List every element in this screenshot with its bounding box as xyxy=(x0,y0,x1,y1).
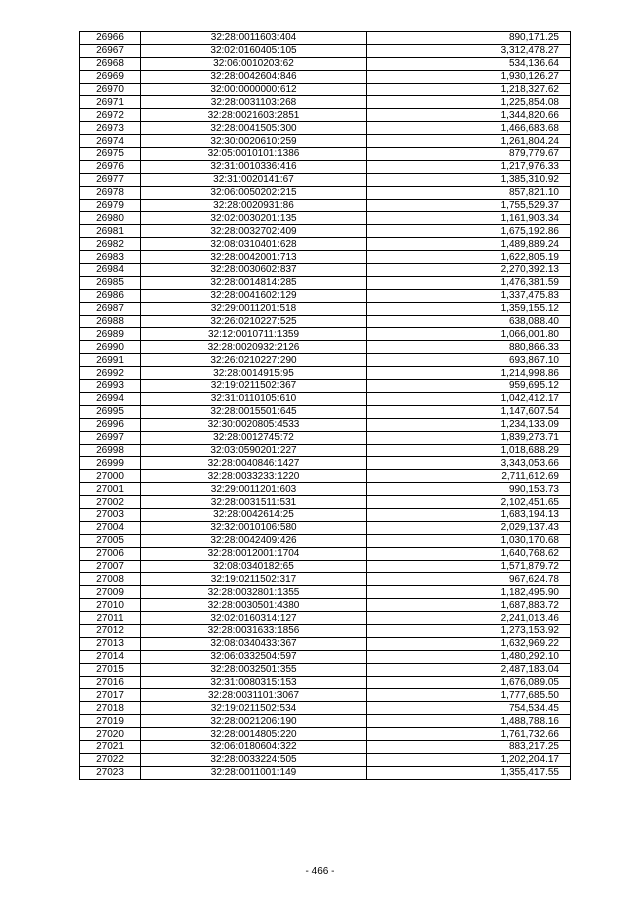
value-cell: 1,214,998.86 xyxy=(367,367,571,380)
cadastral-number-cell: 32:06:0010203:62 xyxy=(141,57,367,70)
table-row xyxy=(80,199,571,212)
value-cell: 638,088.40 xyxy=(367,315,571,328)
row-number-cell: 26975 xyxy=(80,148,141,161)
cadastral-number-cell: 32:06:0180604:322 xyxy=(141,740,367,753)
value-cell: 1,683,194.13 xyxy=(367,508,571,521)
cadastral-number-cell: 32:19:0211502:317 xyxy=(141,573,367,586)
table-row xyxy=(80,160,571,173)
cadastral-number-cell: 32:28:0042604:846 xyxy=(141,70,367,83)
row-number-cell: 26982 xyxy=(80,238,141,251)
table-row xyxy=(80,573,571,586)
row-number-cell: 27002 xyxy=(80,496,141,509)
table-row xyxy=(80,392,571,405)
cadastral-number-cell: 32:28:0032501:355 xyxy=(141,663,367,676)
row-number-cell: 26989 xyxy=(80,328,141,341)
row-number-cell: 27005 xyxy=(80,534,141,547)
row-number-cell: 26981 xyxy=(80,225,141,238)
value-cell: 2,487,183.04 xyxy=(367,663,571,676)
cadastral-number-cell: 32:28:0031103:268 xyxy=(141,96,367,109)
value-cell: 883,217.25 xyxy=(367,740,571,753)
cadastral-number-cell: 32:28:0012745:72 xyxy=(141,431,367,444)
row-number-cell: 26969 xyxy=(80,70,141,83)
row-number-cell: 27011 xyxy=(80,612,141,625)
table-row xyxy=(80,341,571,354)
value-cell: 959,695.12 xyxy=(367,380,571,393)
value-cell: 1,480,292.10 xyxy=(367,650,571,663)
table-row xyxy=(80,728,571,741)
page-number: - 466 - xyxy=(305,866,335,877)
cadastral-number-cell: 32:02:0160314:127 xyxy=(141,612,367,625)
row-number-cell: 27014 xyxy=(80,650,141,663)
table-row xyxy=(80,702,571,715)
cadastral-number-cell: 32:28:0012001:1704 xyxy=(141,547,367,560)
value-cell: 1,675,192.86 xyxy=(367,225,571,238)
row-number-cell: 27016 xyxy=(80,676,141,689)
cadastral-number-cell: 32:02:0160405:105 xyxy=(141,44,367,57)
cadastral-number-cell: 32:28:0042409:426 xyxy=(141,534,367,547)
value-cell: 1,261,804.24 xyxy=(367,135,571,148)
row-number-cell: 27010 xyxy=(80,599,141,612)
table-row xyxy=(80,44,571,57)
cadastral-number-cell: 32:31:0080315:153 xyxy=(141,676,367,689)
value-cell: 1,571,879.72 xyxy=(367,560,571,573)
row-number-cell: 26968 xyxy=(80,57,141,70)
table-row xyxy=(80,444,571,457)
value-cell: 879,779.67 xyxy=(367,148,571,161)
cadastral-number-cell: 32:28:0014805:220 xyxy=(141,728,367,741)
row-number-cell: 26998 xyxy=(80,444,141,457)
cadastral-number-cell: 32:28:0031633:1856 xyxy=(141,624,367,637)
cadastral-number-cell: 32:28:0021206:190 xyxy=(141,715,367,728)
table-row xyxy=(80,586,571,599)
value-cell: 1,488,788.16 xyxy=(367,715,571,728)
cadastral-number-cell: 32:28:0021603:2851 xyxy=(141,109,367,122)
row-number-cell: 26978 xyxy=(80,186,141,199)
cadastral-number-cell: 32:28:0014915:95 xyxy=(141,367,367,380)
cadastral-number-cell: 32:02:0030201:135 xyxy=(141,212,367,225)
cadastral-number-cell: 32:28:0014814:285 xyxy=(141,276,367,289)
value-cell: 1,489,889.24 xyxy=(367,238,571,251)
value-cell: 1,182,495.90 xyxy=(367,586,571,599)
value-cell: 1,161,903.34 xyxy=(367,212,571,225)
value-cell: 890,171.25 xyxy=(367,32,571,45)
cadastral-number-cell: 32:30:0020610:259 xyxy=(141,135,367,148)
table-row xyxy=(80,32,571,45)
table-row xyxy=(80,135,571,148)
table-row xyxy=(80,483,571,496)
cadastral-number-cell: 32:28:0033224:505 xyxy=(141,753,367,766)
row-number-cell: 26972 xyxy=(80,109,141,122)
table-row xyxy=(80,328,571,341)
table-row xyxy=(80,264,571,277)
cadastral-number-cell: 32:31:0110105:610 xyxy=(141,392,367,405)
table-row xyxy=(80,534,571,547)
table-row xyxy=(80,186,571,199)
table-row xyxy=(80,663,571,676)
cadastral-number-cell: 32:28:0020932:2126 xyxy=(141,341,367,354)
value-cell: 3,312,478.27 xyxy=(367,44,571,57)
row-number-cell: 26995 xyxy=(80,405,141,418)
table-row xyxy=(80,599,571,612)
row-number-cell: 26994 xyxy=(80,392,141,405)
cadastral-number-cell: 32:31:0010336:416 xyxy=(141,160,367,173)
table-row xyxy=(80,238,571,251)
row-number-cell: 26966 xyxy=(80,32,141,45)
row-number-cell: 26971 xyxy=(80,96,141,109)
row-number-cell: 26977 xyxy=(80,173,141,186)
value-cell: 1,218,327.62 xyxy=(367,83,571,96)
value-cell: 1,234,133.09 xyxy=(367,418,571,431)
cadastral-number-cell: 32:06:0050202:215 xyxy=(141,186,367,199)
row-number-cell: 27022 xyxy=(80,753,141,766)
row-number-cell: 27015 xyxy=(80,663,141,676)
cadastral-number-cell: 32:08:0340182:65 xyxy=(141,560,367,573)
table-row xyxy=(80,212,571,225)
value-cell: 1,761,732.66 xyxy=(367,728,571,741)
row-number-cell: 27023 xyxy=(80,766,141,779)
value-cell: 2,029,137.43 xyxy=(367,521,571,534)
row-number-cell: 26996 xyxy=(80,418,141,431)
value-cell: 1,640,768.62 xyxy=(367,547,571,560)
row-number-cell: 27020 xyxy=(80,728,141,741)
value-cell: 754,534.45 xyxy=(367,702,571,715)
value-cell: 3,343,053.66 xyxy=(367,457,571,470)
cadastral-number-cell: 32:28:0040846:1427 xyxy=(141,457,367,470)
row-number-cell: 26973 xyxy=(80,122,141,135)
cadastral-number-cell: 32:08:0310401:628 xyxy=(141,238,367,251)
value-cell: 1,466,683.68 xyxy=(367,122,571,135)
row-number-cell: 26992 xyxy=(80,367,141,380)
row-number-cell: 26974 xyxy=(80,135,141,148)
table-row xyxy=(80,289,571,302)
cadastral-number-cell: 32:29:0011201:603 xyxy=(141,483,367,496)
cadastral-number-cell: 32:08:0340433:367 xyxy=(141,637,367,650)
row-number-cell: 27017 xyxy=(80,689,141,702)
value-cell: 1,930,126.27 xyxy=(367,70,571,83)
row-number-cell: 26970 xyxy=(80,83,141,96)
cadastral-number-cell: 32:28:0041602:129 xyxy=(141,289,367,302)
row-number-cell: 27008 xyxy=(80,573,141,586)
value-cell: 967,624.78 xyxy=(367,573,571,586)
row-number-cell: 27013 xyxy=(80,637,141,650)
table-row xyxy=(80,508,571,521)
value-cell: 1,066,001.80 xyxy=(367,328,571,341)
value-cell: 1,217,976.33 xyxy=(367,160,571,173)
value-cell: 2,102,451.65 xyxy=(367,496,571,509)
value-cell: 1,676,089.05 xyxy=(367,676,571,689)
row-number-cell: 27012 xyxy=(80,624,141,637)
row-number-cell: 27018 xyxy=(80,702,141,715)
row-number-cell: 26987 xyxy=(80,302,141,315)
table-row xyxy=(80,83,571,96)
cadastral-number-cell: 32:26:0210227:525 xyxy=(141,315,367,328)
row-number-cell: 27007 xyxy=(80,560,141,573)
value-cell: 1,202,204.17 xyxy=(367,753,571,766)
table-row xyxy=(80,57,571,70)
row-number-cell: 27021 xyxy=(80,740,141,753)
value-cell: 1,337,475.83 xyxy=(367,289,571,302)
value-cell: 1,355,417.55 xyxy=(367,766,571,779)
value-cell: 2,711,612.69 xyxy=(367,470,571,483)
cadastral-number-cell: 32:28:0031511:531 xyxy=(141,496,367,509)
row-number-cell: 27006 xyxy=(80,547,141,560)
row-number-cell: 26986 xyxy=(80,289,141,302)
table-row xyxy=(80,650,571,663)
table-row xyxy=(80,715,571,728)
table-row xyxy=(80,122,571,135)
value-cell: 1,344,820.66 xyxy=(367,109,571,122)
value-cell: 1,273,153.92 xyxy=(367,624,571,637)
row-number-cell: 27004 xyxy=(80,521,141,534)
row-number-cell: 27009 xyxy=(80,586,141,599)
value-cell: 1,042,412.17 xyxy=(367,392,571,405)
row-number-cell: 26988 xyxy=(80,315,141,328)
value-cell: 1,018,688.29 xyxy=(367,444,571,457)
table-row xyxy=(80,547,571,560)
value-cell: 1,839,273.71 xyxy=(367,431,571,444)
value-cell: 2,241,013.46 xyxy=(367,612,571,625)
data-table xyxy=(79,31,571,780)
table-row xyxy=(80,405,571,418)
value-cell: 857,821.10 xyxy=(367,186,571,199)
table-row xyxy=(80,689,571,702)
table-row xyxy=(80,354,571,367)
row-number-cell: 26976 xyxy=(80,160,141,173)
table-row xyxy=(80,109,571,122)
value-cell: 2,270,392.13 xyxy=(367,264,571,277)
value-cell: 1,755,529.37 xyxy=(367,199,571,212)
cadastral-number-cell: 32:05:0010101:1386 xyxy=(141,148,367,161)
table-row xyxy=(80,470,571,483)
value-cell: 693,867.10 xyxy=(367,354,571,367)
cadastral-number-cell: 32:28:0011001:149 xyxy=(141,766,367,779)
cadastral-number-cell: 32:28:0032702:409 xyxy=(141,225,367,238)
table-row xyxy=(80,70,571,83)
cadastral-number-cell: 32:28:0032801:1355 xyxy=(141,586,367,599)
table-row xyxy=(80,612,571,625)
cadastral-number-cell: 32:12:0010711:1359 xyxy=(141,328,367,341)
table-row xyxy=(80,521,571,534)
row-number-cell: 27003 xyxy=(80,508,141,521)
value-cell: 1,476,381.59 xyxy=(367,276,571,289)
value-cell: 1,385,310.92 xyxy=(367,173,571,186)
table-row xyxy=(80,560,571,573)
table-row xyxy=(80,302,571,315)
table-row xyxy=(80,637,571,650)
row-number-cell: 26983 xyxy=(80,251,141,264)
table-row xyxy=(80,96,571,109)
row-number-cell: 26979 xyxy=(80,199,141,212)
table-body xyxy=(80,32,571,780)
table-row xyxy=(80,676,571,689)
cadastral-number-cell: 32:28:0033233:1220 xyxy=(141,470,367,483)
cadastral-number-cell: 32:28:0031101:3067 xyxy=(141,689,367,702)
row-number-cell: 26991 xyxy=(80,354,141,367)
table-row xyxy=(80,173,571,186)
row-number-cell: 26980 xyxy=(80,212,141,225)
table-row xyxy=(80,457,571,470)
cadastral-number-cell: 32:28:0042001:713 xyxy=(141,251,367,264)
cadastral-number-cell: 32:03:0590201:227 xyxy=(141,444,367,457)
row-number-cell: 26985 xyxy=(80,276,141,289)
row-number-cell: 27000 xyxy=(80,470,141,483)
row-number-cell: 27001 xyxy=(80,483,141,496)
row-number-cell: 26997 xyxy=(80,431,141,444)
cadastral-number-cell: 32:19:0211502:367 xyxy=(141,380,367,393)
value-cell: 1,147,607.54 xyxy=(367,405,571,418)
value-cell: 1,777,685.50 xyxy=(367,689,571,702)
row-number-cell: 26993 xyxy=(80,380,141,393)
row-number-cell: 26999 xyxy=(80,457,141,470)
cadastral-number-cell: 32:06:0332504:597 xyxy=(141,650,367,663)
table-row xyxy=(80,624,571,637)
table-row xyxy=(80,315,571,328)
table-row xyxy=(80,740,571,753)
table-row xyxy=(80,276,571,289)
cadastral-number-cell: 32:28:0015501:645 xyxy=(141,405,367,418)
table-row xyxy=(80,251,571,264)
table-row xyxy=(80,431,571,444)
value-cell: 1,359,155.12 xyxy=(367,302,571,315)
cadastral-number-cell: 32:30:0020805:4533 xyxy=(141,418,367,431)
value-cell: 1,225,854.08 xyxy=(367,96,571,109)
table-row xyxy=(80,367,571,380)
row-number-cell: 26990 xyxy=(80,341,141,354)
table-row xyxy=(80,496,571,509)
value-cell: 990,153.73 xyxy=(367,483,571,496)
cadastral-number-cell: 32:31:0020141:67 xyxy=(141,173,367,186)
value-cell: 1,030,170.68 xyxy=(367,534,571,547)
cadastral-number-cell: 32:32:0010106:580 xyxy=(141,521,367,534)
cadastral-number-cell: 32:28:0030602:837 xyxy=(141,264,367,277)
row-number-cell: 27019 xyxy=(80,715,141,728)
table-row xyxy=(80,766,571,779)
value-cell: 1,632,969.22 xyxy=(367,637,571,650)
value-cell: 1,687,883.72 xyxy=(367,599,571,612)
cadastral-number-cell: 32:28:0020931:86 xyxy=(141,199,367,212)
cadastral-number-cell: 32:00:0000000:612 xyxy=(141,83,367,96)
cadastral-number-cell: 32:26:0210227:290 xyxy=(141,354,367,367)
cadastral-number-cell: 32:28:0041505:300 xyxy=(141,122,367,135)
table-row xyxy=(80,380,571,393)
table-row xyxy=(80,753,571,766)
table-row xyxy=(80,418,571,431)
value-cell: 1,622,805.19 xyxy=(367,251,571,264)
table-row xyxy=(80,225,571,238)
cadastral-number-cell: 32:28:0030501:4380 xyxy=(141,599,367,612)
cadastral-number-cell: 32:28:0042614:25 xyxy=(141,508,367,521)
cadastral-number-cell: 32:19:0211502:534 xyxy=(141,702,367,715)
table-row xyxy=(80,148,571,161)
row-number-cell: 26967 xyxy=(80,44,141,57)
cadastral-number-cell: 32:29:0011201:518 xyxy=(141,302,367,315)
row-number-cell: 26984 xyxy=(80,264,141,277)
value-cell: 534,136.64 xyxy=(367,57,571,70)
cadastral-number-cell: 32:28:0011603:404 xyxy=(141,32,367,45)
value-cell: 880,866.33 xyxy=(367,341,571,354)
